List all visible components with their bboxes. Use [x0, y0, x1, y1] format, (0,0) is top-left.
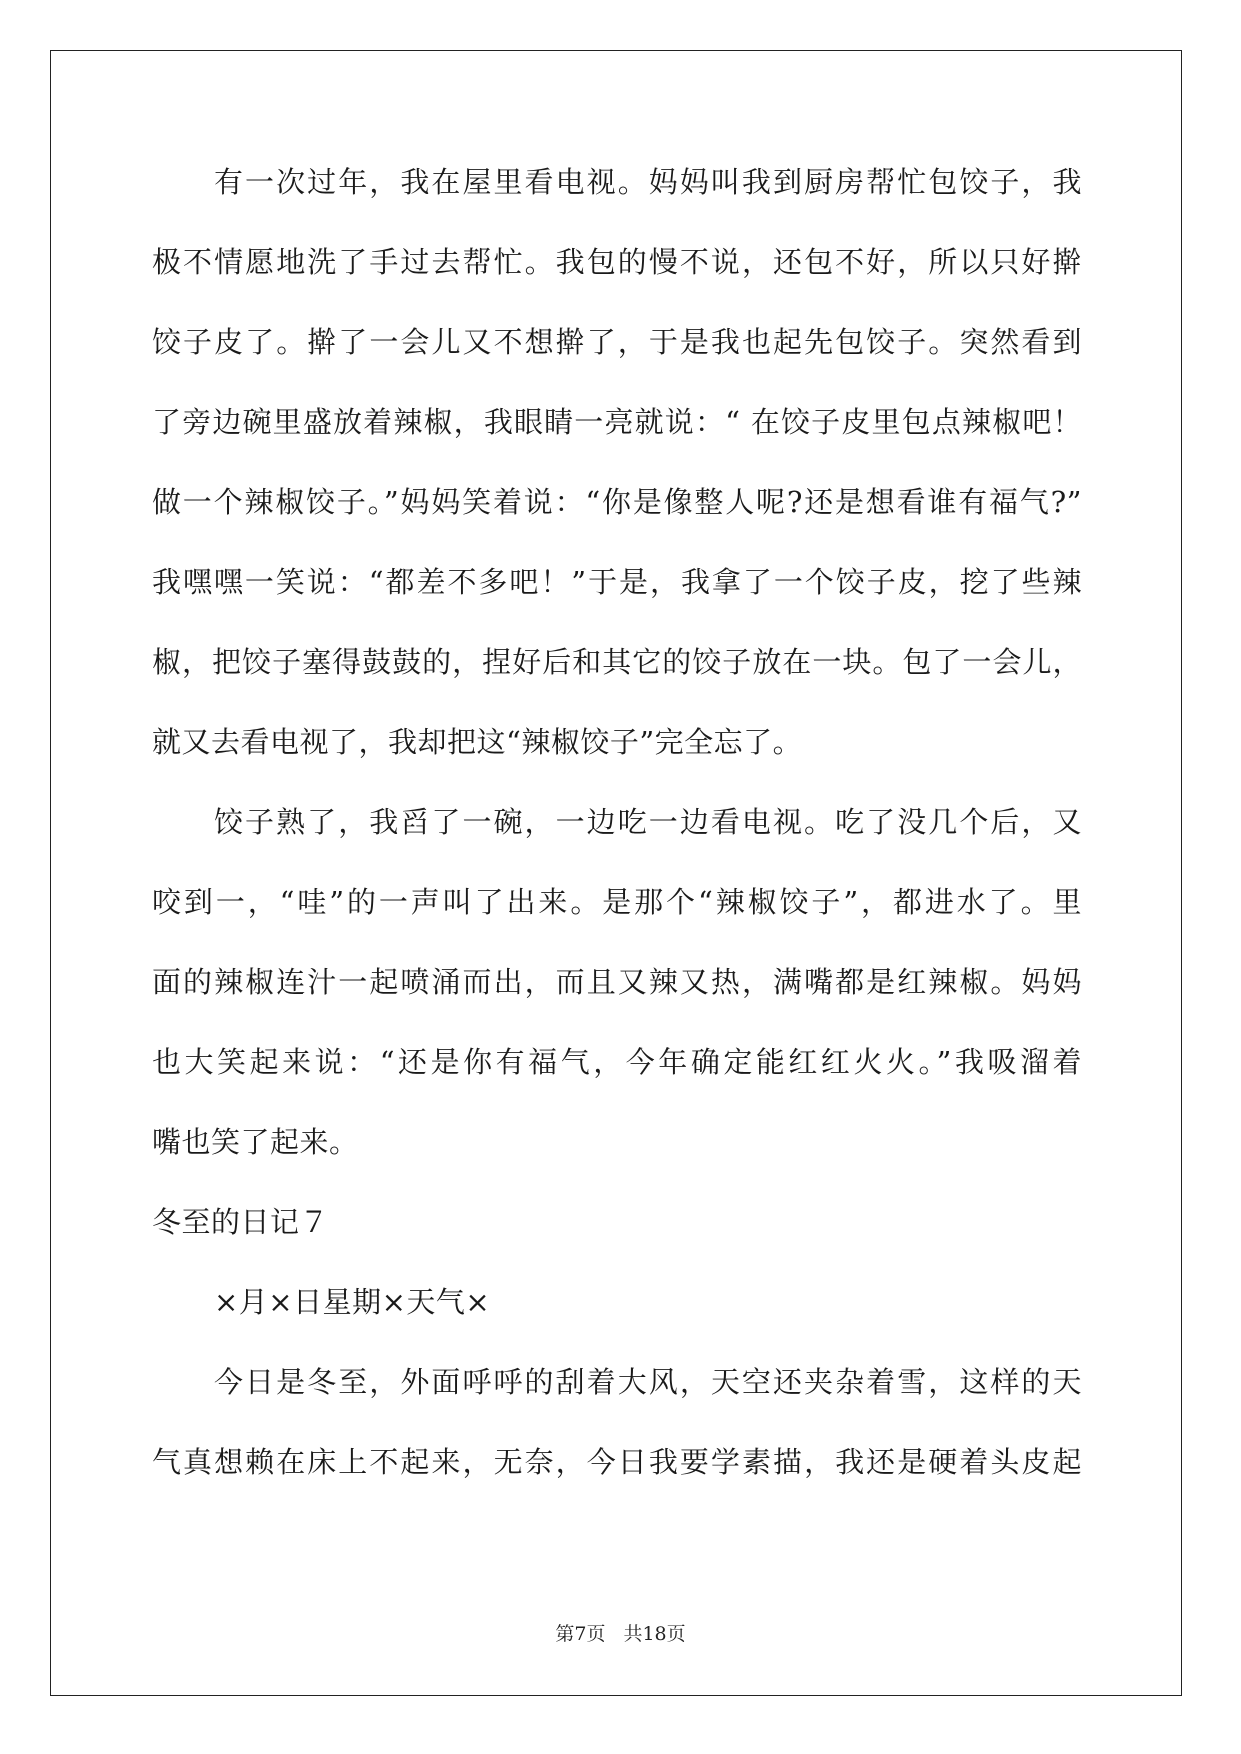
text-line: 饺子熟了，我舀了一碗，一边吃一边看电视。吃了没几个后，又 [214, 805, 1082, 839]
text-line: 就又去看电视了，我却把这“辣椒饺子”完全忘了。 [152, 725, 803, 759]
text-line: 面的辣椒连汁一起喷涌而出，而且又辣又热，满嘴都是红辣椒。妈妈 [152, 965, 1082, 999]
current-page-number: 第7页 [555, 1623, 606, 1645]
text-line: 饺子皮了。擀了一会儿又不想擀了，于是我也起先包饺子。突然看到 [152, 325, 1082, 359]
text-line: 有一次过年，我在屋里看电视。妈妈叫我到厨房帮忙包饺子，我 [214, 165, 1082, 199]
paragraph-3 [152, 1362, 1082, 1482]
total-pages: 共18页 [623, 1623, 686, 1645]
text-line: ×月×日星期×天气× [214, 1285, 491, 1319]
date-weather-line [152, 1282, 1082, 1322]
page-footer [0, 1622, 1241, 1646]
text-line: 嘴也笑了起来。 [152, 1125, 359, 1159]
document-body [152, 162, 1082, 1482]
text-line: 我嘿嘿一笑说：“都差不多吧！”于是，我拿了一个饺子皮，挖了些辣 [152, 565, 1082, 599]
text-line: 做一个辣椒饺子。”妈妈笑着说：“你是像整人呢?还是想看谁有福气?” [152, 485, 1082, 519]
paragraph-1 [152, 162, 1082, 762]
text-line: 也大笑起来说：“还是你有福气，今年确定能红红火火。”我吸溜着 [152, 1045, 1082, 1079]
text-line: 极不情愿地洗了手过去帮忙。我包的慢不说，还包不好，所以只好擀 [152, 245, 1082, 279]
section-heading [152, 1202, 1082, 1242]
diary-title: 冬至的日记７ [152, 1205, 330, 1239]
text-line: 了旁边碗里盛放着辣椒，我眼睛一亮就说：“ 在饺子皮里包点辣椒吧！ [152, 405, 1082, 439]
text-line: 今日是冬至，外面呼呼的刮着大风，天空还夹杂着雪，这样的天 [214, 1365, 1082, 1399]
paragraph-2 [152, 802, 1082, 1162]
text-line: 气真想赖在床上不起来，无奈，今日我要学素描，我还是硬着头皮起 [152, 1445, 1082, 1479]
text-line: 咬到一，“哇”的一声叫了出来。是那个“辣椒饺子”，都进水了。里 [152, 885, 1082, 919]
text-line: 椒，把饺子塞得鼓鼓的，捏好后和其它的饺子放在一块。包了一会儿， [152, 645, 1082, 679]
